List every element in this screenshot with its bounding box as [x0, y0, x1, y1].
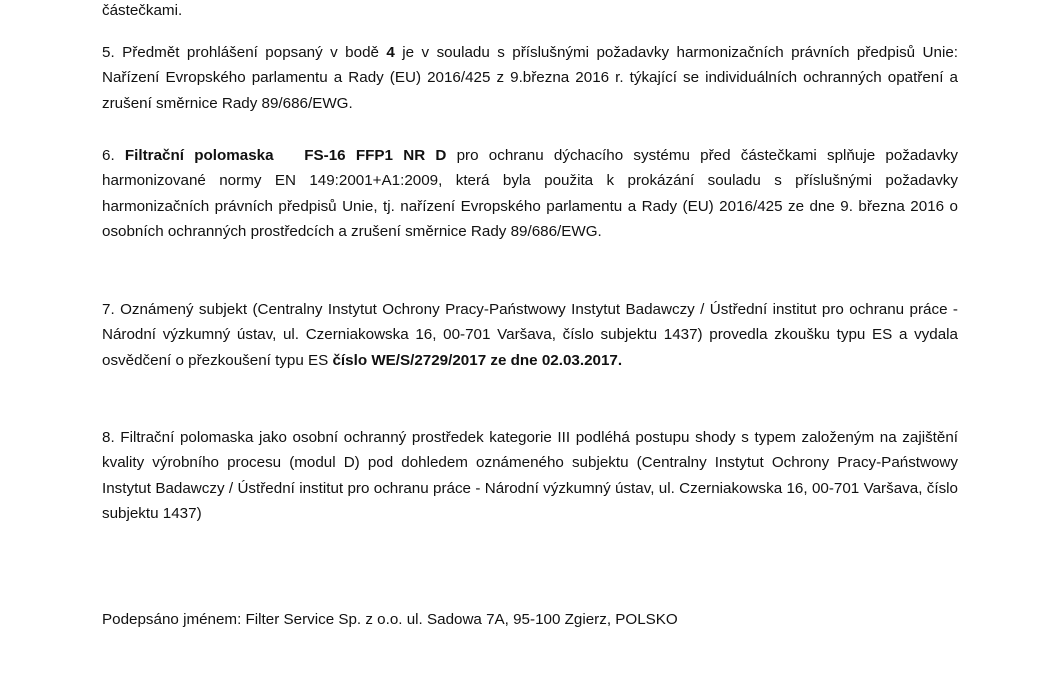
- paragraph-7: [102, 297, 958, 373]
- paragraph-5-rest: je v souladu s příslušnými požadavky harmonizačních právních předpisů Unie: Nařízení Evropského parlamentu a Rady (EU) 2016/425 z 9.března 2016 r. týkající se individuálních ochranných opatření a zrušení směrnice Rady 89/686/EWG.: [102, 44, 959, 112]
- paragraph-7-text: 7. Oznámený subjekt (Centralny Instytut Ochrony Pracy-Państwowy Instytut Badawczy / Ústřední institut pro ochranu práce - Národní výzkumný ústav, ul. Czerniakowska 16, 00-701 Varšava, číslo subjektu 1437) provedla zkoušku typu ES a vydala osvědčení o přezkoušení typu ES: [102, 301, 958, 369]
- signature-line: [102, 607, 958, 632]
- paragraph-6-text: pro ochranu dýchacího systému před částečkami splňuje požadavky harmonizované normy EN 149:2001+A1:2009, která byla použita k prokázání souladu s příslušnými požadavky harmonizačních právních předpisů Unie, tj. nařízení Evropského parlamentu a Rady (EU) 2016/425 ze dne 9. března 2016 o osobních ochranných prostředcích a zrušení směrnice Rady 89/686/EWG.: [102, 147, 958, 241]
- paragraph-8-text: 8. Filtrační polomaska jako osobní ochranný prostředek kategorie III podléhá postupu shody s typem založeným na zajištění kvality výrobního procesu (modul D) pod dohledem oznámeného subjektu (Centralny Instytut Ochrony Pracy-Państwowy Instytut Badawczy / Ústřední institut pro ochranu práce - Národní výzkumný ústav, ul. Czerniakowska 16, 00-701 Varšava, číslo subjektu 1437): [102, 429, 958, 523]
- paragraph-5-text: 5. Předmět prohlášení popsaný v bodě: [102, 44, 387, 61]
- paragraph-7-certificate: číslo WE/S/2729/2017 ze dne 02.03.2017.: [332, 351, 623, 369]
- paragraph-fragment-text: částečkami.: [102, 2, 183, 19]
- paragraph-5-bold: 4: [386, 44, 395, 61]
- paragraph-fragment: [102, 0, 958, 23]
- paragraph-6: [102, 143, 958, 245]
- signature-text: Podepsáno jménem: Filter Service Sp. z o.o. ul. Sadowa 7A, 95-100 Zgierz, POLSKO: [102, 611, 678, 628]
- paragraph-5: [102, 40, 958, 116]
- paragraph-6-product-name: Filtrační polomaska FS-16 FFP1 NR D: [124, 147, 447, 164]
- paragraph-8: [102, 425, 958, 527]
- paragraph-6-number: 6.: [102, 147, 125, 164]
